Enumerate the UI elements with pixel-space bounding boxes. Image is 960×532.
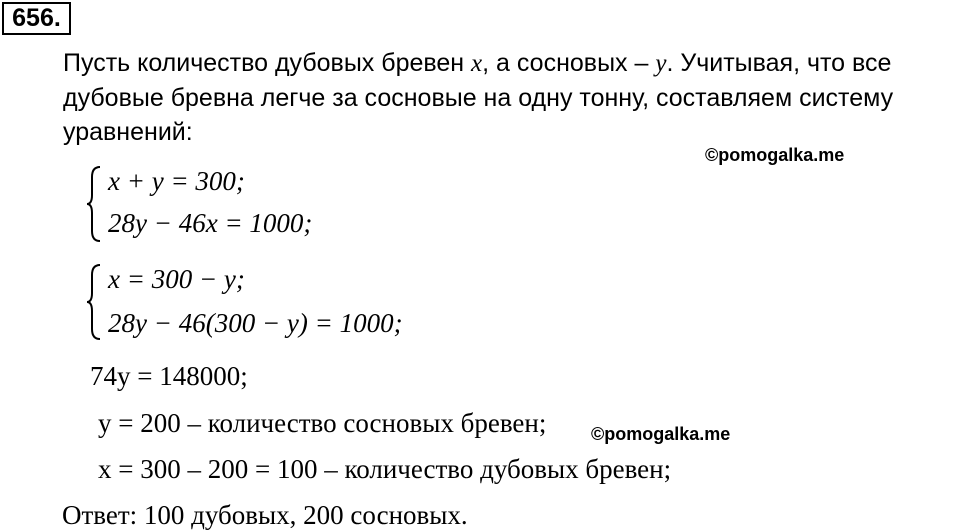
system-brace-2 [86,263,102,341]
step-74y: 74y = 148000; [90,361,248,391]
system1-equation-1: x + y = 300; [108,166,245,196]
intro-line-3: уравнений: [63,118,193,146]
intro-line-1 [63,48,891,79]
variable-x: x [471,50,483,77]
system-brace-1 [86,165,102,243]
answer-line: Ответ: 100 дубовых, 200 сосновых. [62,500,468,530]
result-x-line: x = 300 – 200 = 100 – количество дубовых бревен; [98,454,672,484]
intro-line-2: дубовые бревна легче за сосновые на одну тонну, составляем систему [63,84,894,112]
task-number: 656. [2,2,71,35]
watermark-top: ©pomogalka.me [705,145,845,165]
variable-y: y [655,50,667,77]
system1-equation-2: 28y − 46x = 1000; [108,208,313,238]
intro-text-1c: . Учитывая, что все [666,49,892,77]
system2-equation-1: x = 300 − y; [108,264,245,294]
intro-text-1a: Пусть количество дубовых бревен [63,49,472,77]
system2-equation-2: 28y − 46(300 − y) = 1000; [108,308,403,338]
watermark-bottom: ©pomogalka.me [591,424,731,444]
intro-text-1b: , а сосновых – [482,49,656,77]
result-y-line: y = 200 – количество сосновых бревен; [98,408,547,438]
